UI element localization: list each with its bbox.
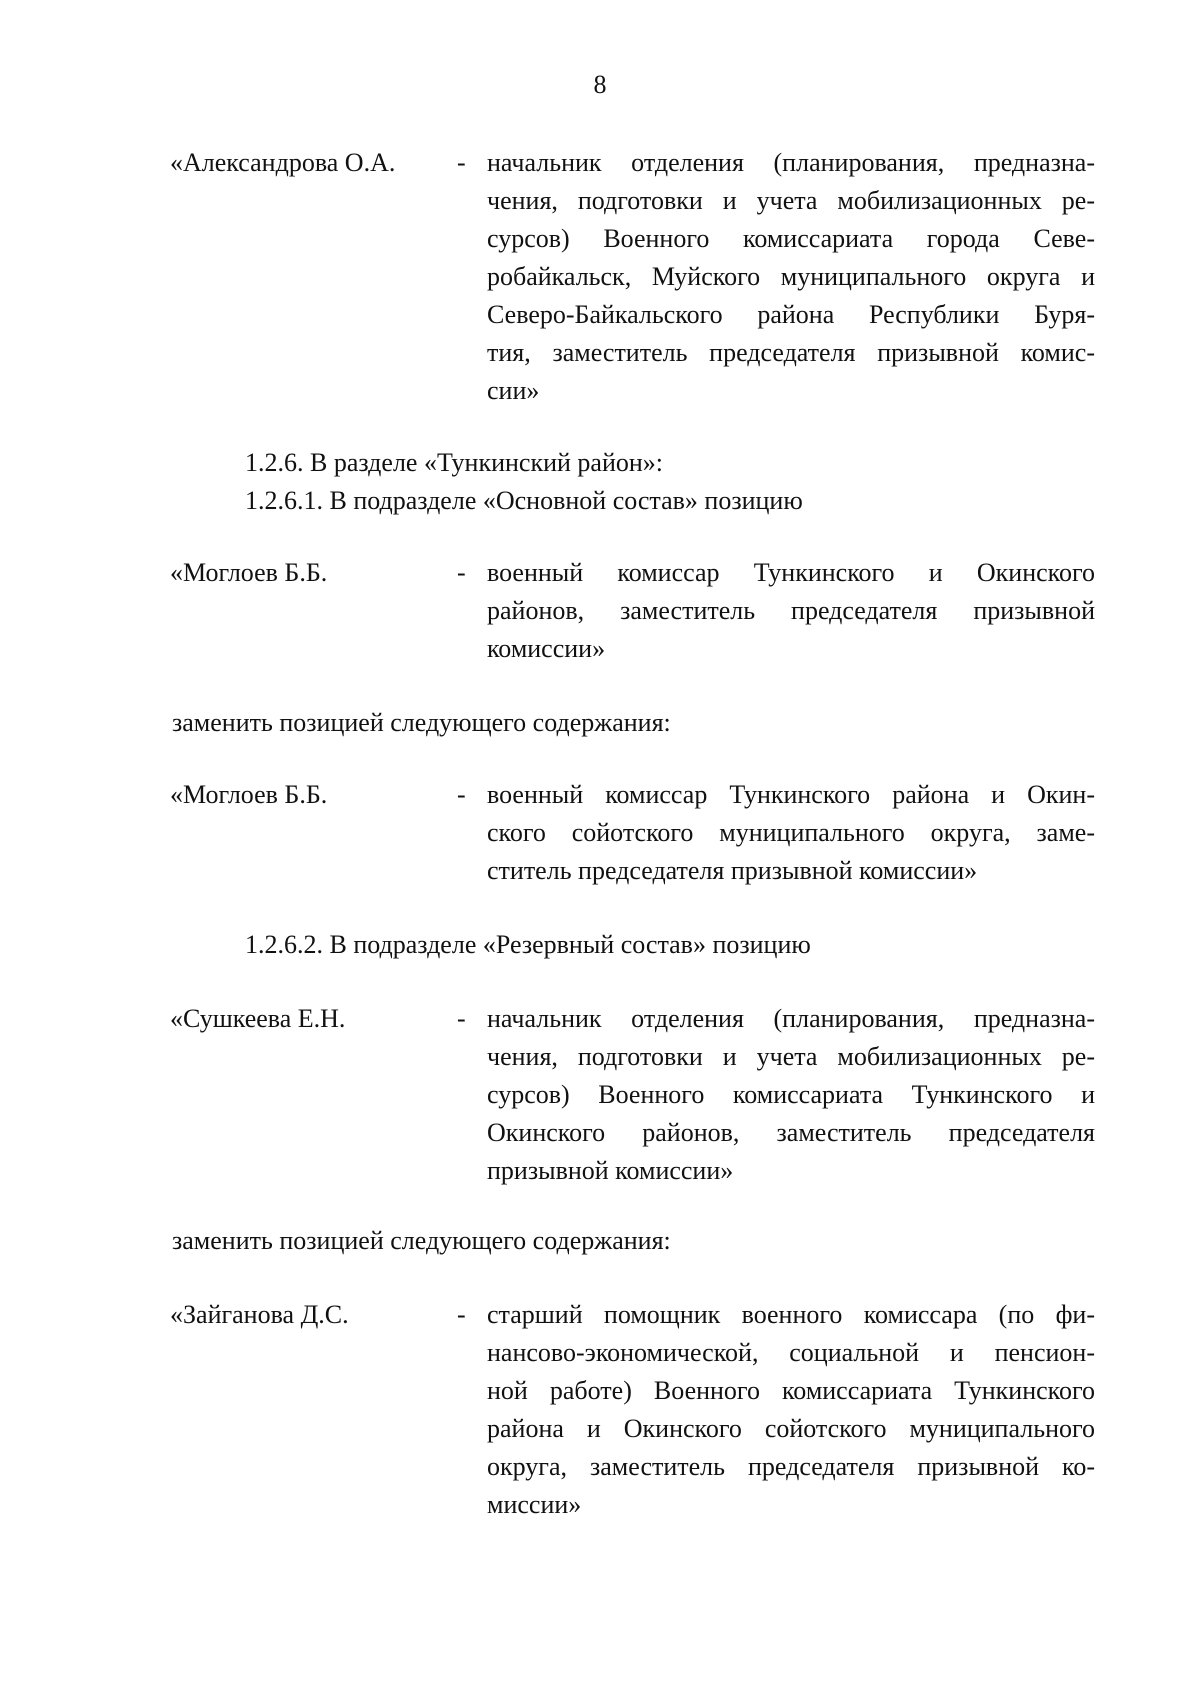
entry-dash: - (457, 1300, 466, 1329)
entry-dash: - (457, 780, 466, 809)
description-line: Окинского районов, заместитель председателя (487, 1118, 1095, 1147)
description-line: призывной комиссии» (487, 1156, 734, 1185)
description-line: ной работе) Военного комиссариата Тункинского (487, 1376, 1095, 1405)
replace-instruction: заменить позицией следующего содержания: (172, 708, 671, 737)
entry-name: «Моглоев Б.Б. (170, 780, 328, 809)
entry-description (487, 554, 1095, 668)
entry-description (487, 1000, 1095, 1190)
description-line: Северо-Байкальского района Республики Буря- (487, 300, 1095, 329)
entry-name: «Александрова О.А. (170, 148, 396, 177)
description-line: нансово-экономической, социальной и пенсион- (487, 1338, 1095, 1367)
entry-dash: - (457, 1004, 466, 1033)
entry-description (487, 1296, 1095, 1524)
section-heading-1-2-6-1: 1.2.6.1. В подразделе «Основной состав» позицию (245, 486, 803, 515)
description-line: начальник отделения (планирования, предназна- (487, 1004, 1095, 1033)
description-line: сии» (487, 376, 540, 405)
replace-instruction: заменить позицией следующего содержания: (172, 1226, 671, 1255)
entry-name: «Сушкеева Е.Н. (170, 1004, 346, 1033)
description-line: миссии» (487, 1490, 582, 1519)
entry-dash: - (457, 558, 466, 587)
description-line: военный комиссар Тункинского района и Окин- (487, 780, 1095, 809)
description-line: начальник отделения (планирования, предназна- (487, 148, 1095, 177)
entry-name: «Моглоев Б.Б. (170, 558, 328, 587)
description-line: военный комиссар Тункинского и Окинского (487, 558, 1095, 587)
description-line: чения, подготовки и учета мобилизационных ре- (487, 1042, 1095, 1071)
description-line: старший помощник военного комиссара (по фи- (487, 1300, 1095, 1329)
description-line: ститель председателя призывной комиссии» (487, 856, 978, 885)
description-line: районов, заместитель председателя призывной (487, 596, 1095, 625)
page-number: 8 (593, 70, 607, 99)
description-line: ского сойотского муниципального округа, заме- (487, 818, 1095, 847)
description-line: тия, заместитель председателя призывной комис- (487, 338, 1095, 367)
entry-description (487, 776, 1095, 890)
description-line: сурсов) Военного комиссариата Тункинского и (487, 1080, 1095, 1109)
description-line: сурсов) Военного комиссариата города Севе- (487, 224, 1095, 253)
description-line: чения, подготовки и учета мобилизационных ре- (487, 186, 1095, 215)
entry-description (487, 144, 1095, 410)
description-line: робайкальск, Муйского муниципального округа и (487, 262, 1095, 291)
description-line: округа, заместитель председателя призывной ко- (487, 1452, 1095, 1481)
entry-dash: - (457, 148, 466, 177)
description-line: района и Окинского сойотского муниципального (487, 1414, 1095, 1443)
entry-name: «Зайганова Д.С. (170, 1300, 349, 1329)
description-line: комиссии» (487, 634, 606, 663)
section-heading-1-2-6: 1.2.6. В разделе «Тункинский район»: (245, 448, 664, 477)
section-heading-1-2-6-2: 1.2.6.2. В подразделе «Резервный состав» позицию (245, 930, 811, 959)
